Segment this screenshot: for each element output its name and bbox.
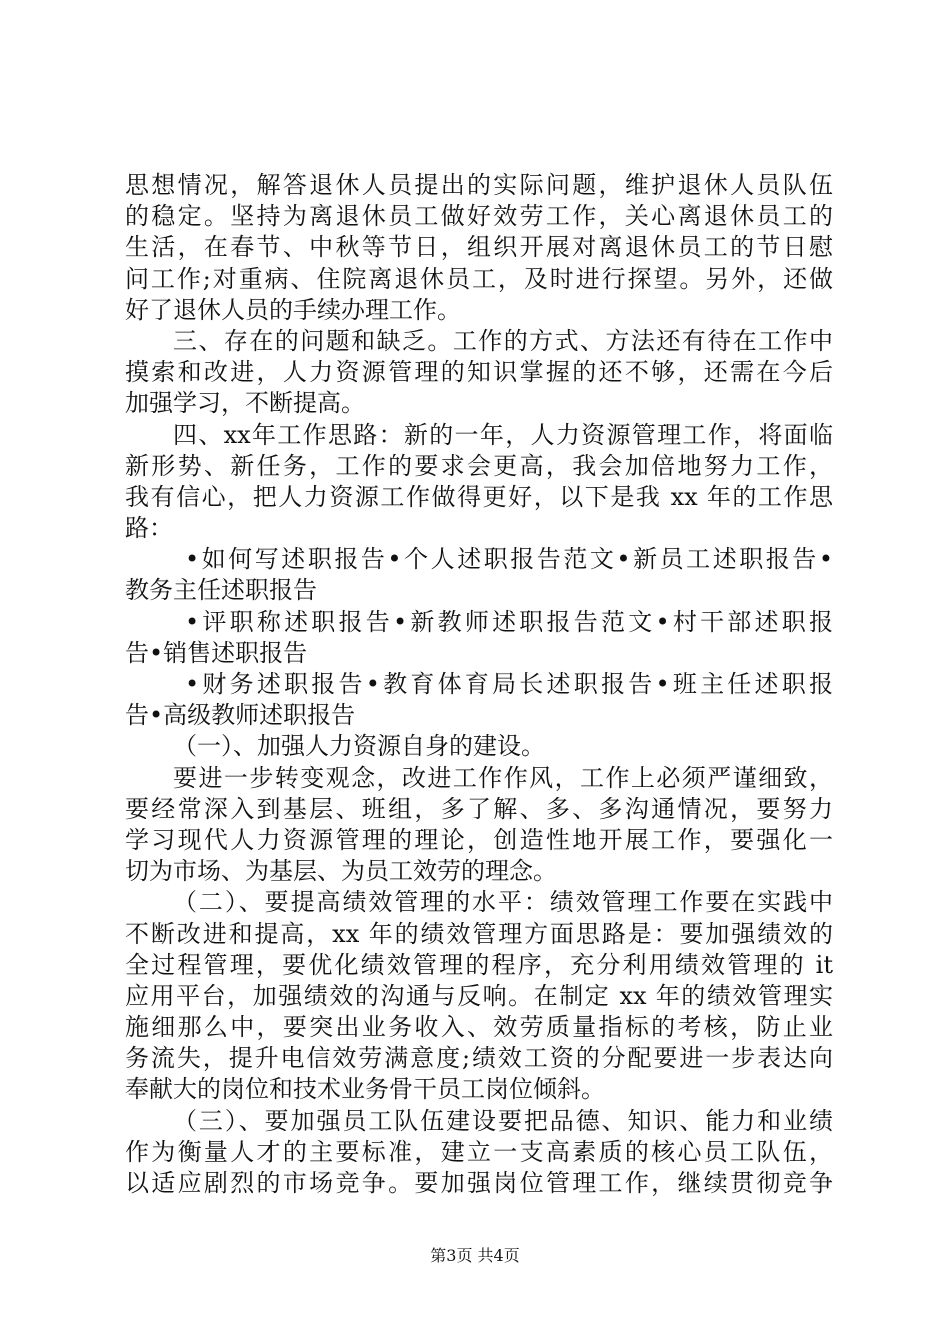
text-line: 问工作;对重病、住院离退休员工，及时进行探望。另外，还做 (125, 264, 833, 293)
text-line: 以适应剧烈的市场竞争。要加强岗位管理工作，继续贯彻竞争 (125, 1169, 833, 1197)
text-line: 应用平台，加强绩效的沟通与反响。在制定 xx 年的绩效管理实 (125, 981, 833, 1010)
text-line: 奉献大的岗位和技术业务骨干员工岗位倾斜。 (125, 1075, 605, 1104)
text-line: •评职称述职报告•新教师述职报告范文•村干部述职报 (185, 607, 833, 636)
page-footer: 第3页 共4页 (430, 1246, 520, 1265)
text-line: 全过程管理，要优化绩效管理的程序，充分利用绩效管理的 it (125, 950, 833, 979)
text-line: （一）、加强人力资源自身的建设。 (173, 732, 545, 761)
text-line: 新形势、新任务，工作的要求会更高，我会加倍地努力工作， (125, 451, 833, 480)
text-line: 我有信心，把人力资源工作做得更好，以下是我 xx 年的工作思 (125, 482, 833, 511)
text-line: 三、存在的问题和缺乏。工作的方式、方法还有待在工作中 (173, 326, 833, 355)
document-body (125, 170, 833, 1199)
text-line: 要进一步转变观念，改进工作作风，工作上必须严谨细致， (173, 763, 833, 792)
text-line: 作为衡量人才的主要标准，建立一支高素质的核心员工队伍， (125, 1137, 833, 1166)
text-line: 学习现代人力资源管理的理论，创造性地开展工作，要强化一 (125, 825, 833, 854)
text-line: •财务述职报告•教育体育局长述职报告•班主任述职报 (185, 670, 833, 698)
text-line: •如何写述职报告•个人述职报告范文•新员工述职报告• (185, 545, 833, 574)
text-line: 告•高级教师述职报告 (125, 701, 356, 730)
text-line: （三）、要加强员工队伍建设要把品德、知识、能力和业绩 (173, 1106, 833, 1135)
text-line: 思想情况，解答退休人员提出的实际问题，维护退休人员队伍 (125, 171, 833, 199)
text-line: 要经常深入到基层、班组，多了解、多、多沟通情况，要努力 (125, 794, 833, 823)
text-line: 不断改进和提高，xx 年的绩效管理方面思路是：要加强绩效的 (125, 919, 833, 948)
text-line: 摸索和改进，人力资源管理的知识掌握的还不够，还需在今后 (125, 358, 833, 387)
text-line: （二）、要提高绩效管理的水平：绩效管理工作要在实践中 (173, 888, 833, 917)
text-line: 务流失，提升电信效劳满意度;绩效工资的分配要进一步表达向 (125, 1044, 833, 1073)
text-line: 好了退休人员的手续办理工作。 (125, 295, 461, 324)
text-line: 教务主任述职报告 (125, 576, 317, 605)
text-line: 四、xx年工作思路：新的一年，人力资源管理工作，将面临 (173, 420, 833, 449)
text-line: 施细那么中，要突出业务收入、效劳质量指标的考核，防止业 (125, 1013, 833, 1042)
text-line: 告•销售述职报告 (125, 638, 308, 667)
text-line: 生活，在春节、中秋等节日，组织开展对离退休员工的节日慰 (125, 233, 833, 262)
text-line: 切为市场、为基层、为员工效劳的理念。 (125, 857, 557, 886)
text-line: 的稳定。坚持为离退休员工做好效劳工作，关心离退休员工的 (125, 202, 833, 231)
text-line: 路： (125, 514, 173, 543)
text-line: 加强学习，不断提高。 (125, 389, 365, 418)
